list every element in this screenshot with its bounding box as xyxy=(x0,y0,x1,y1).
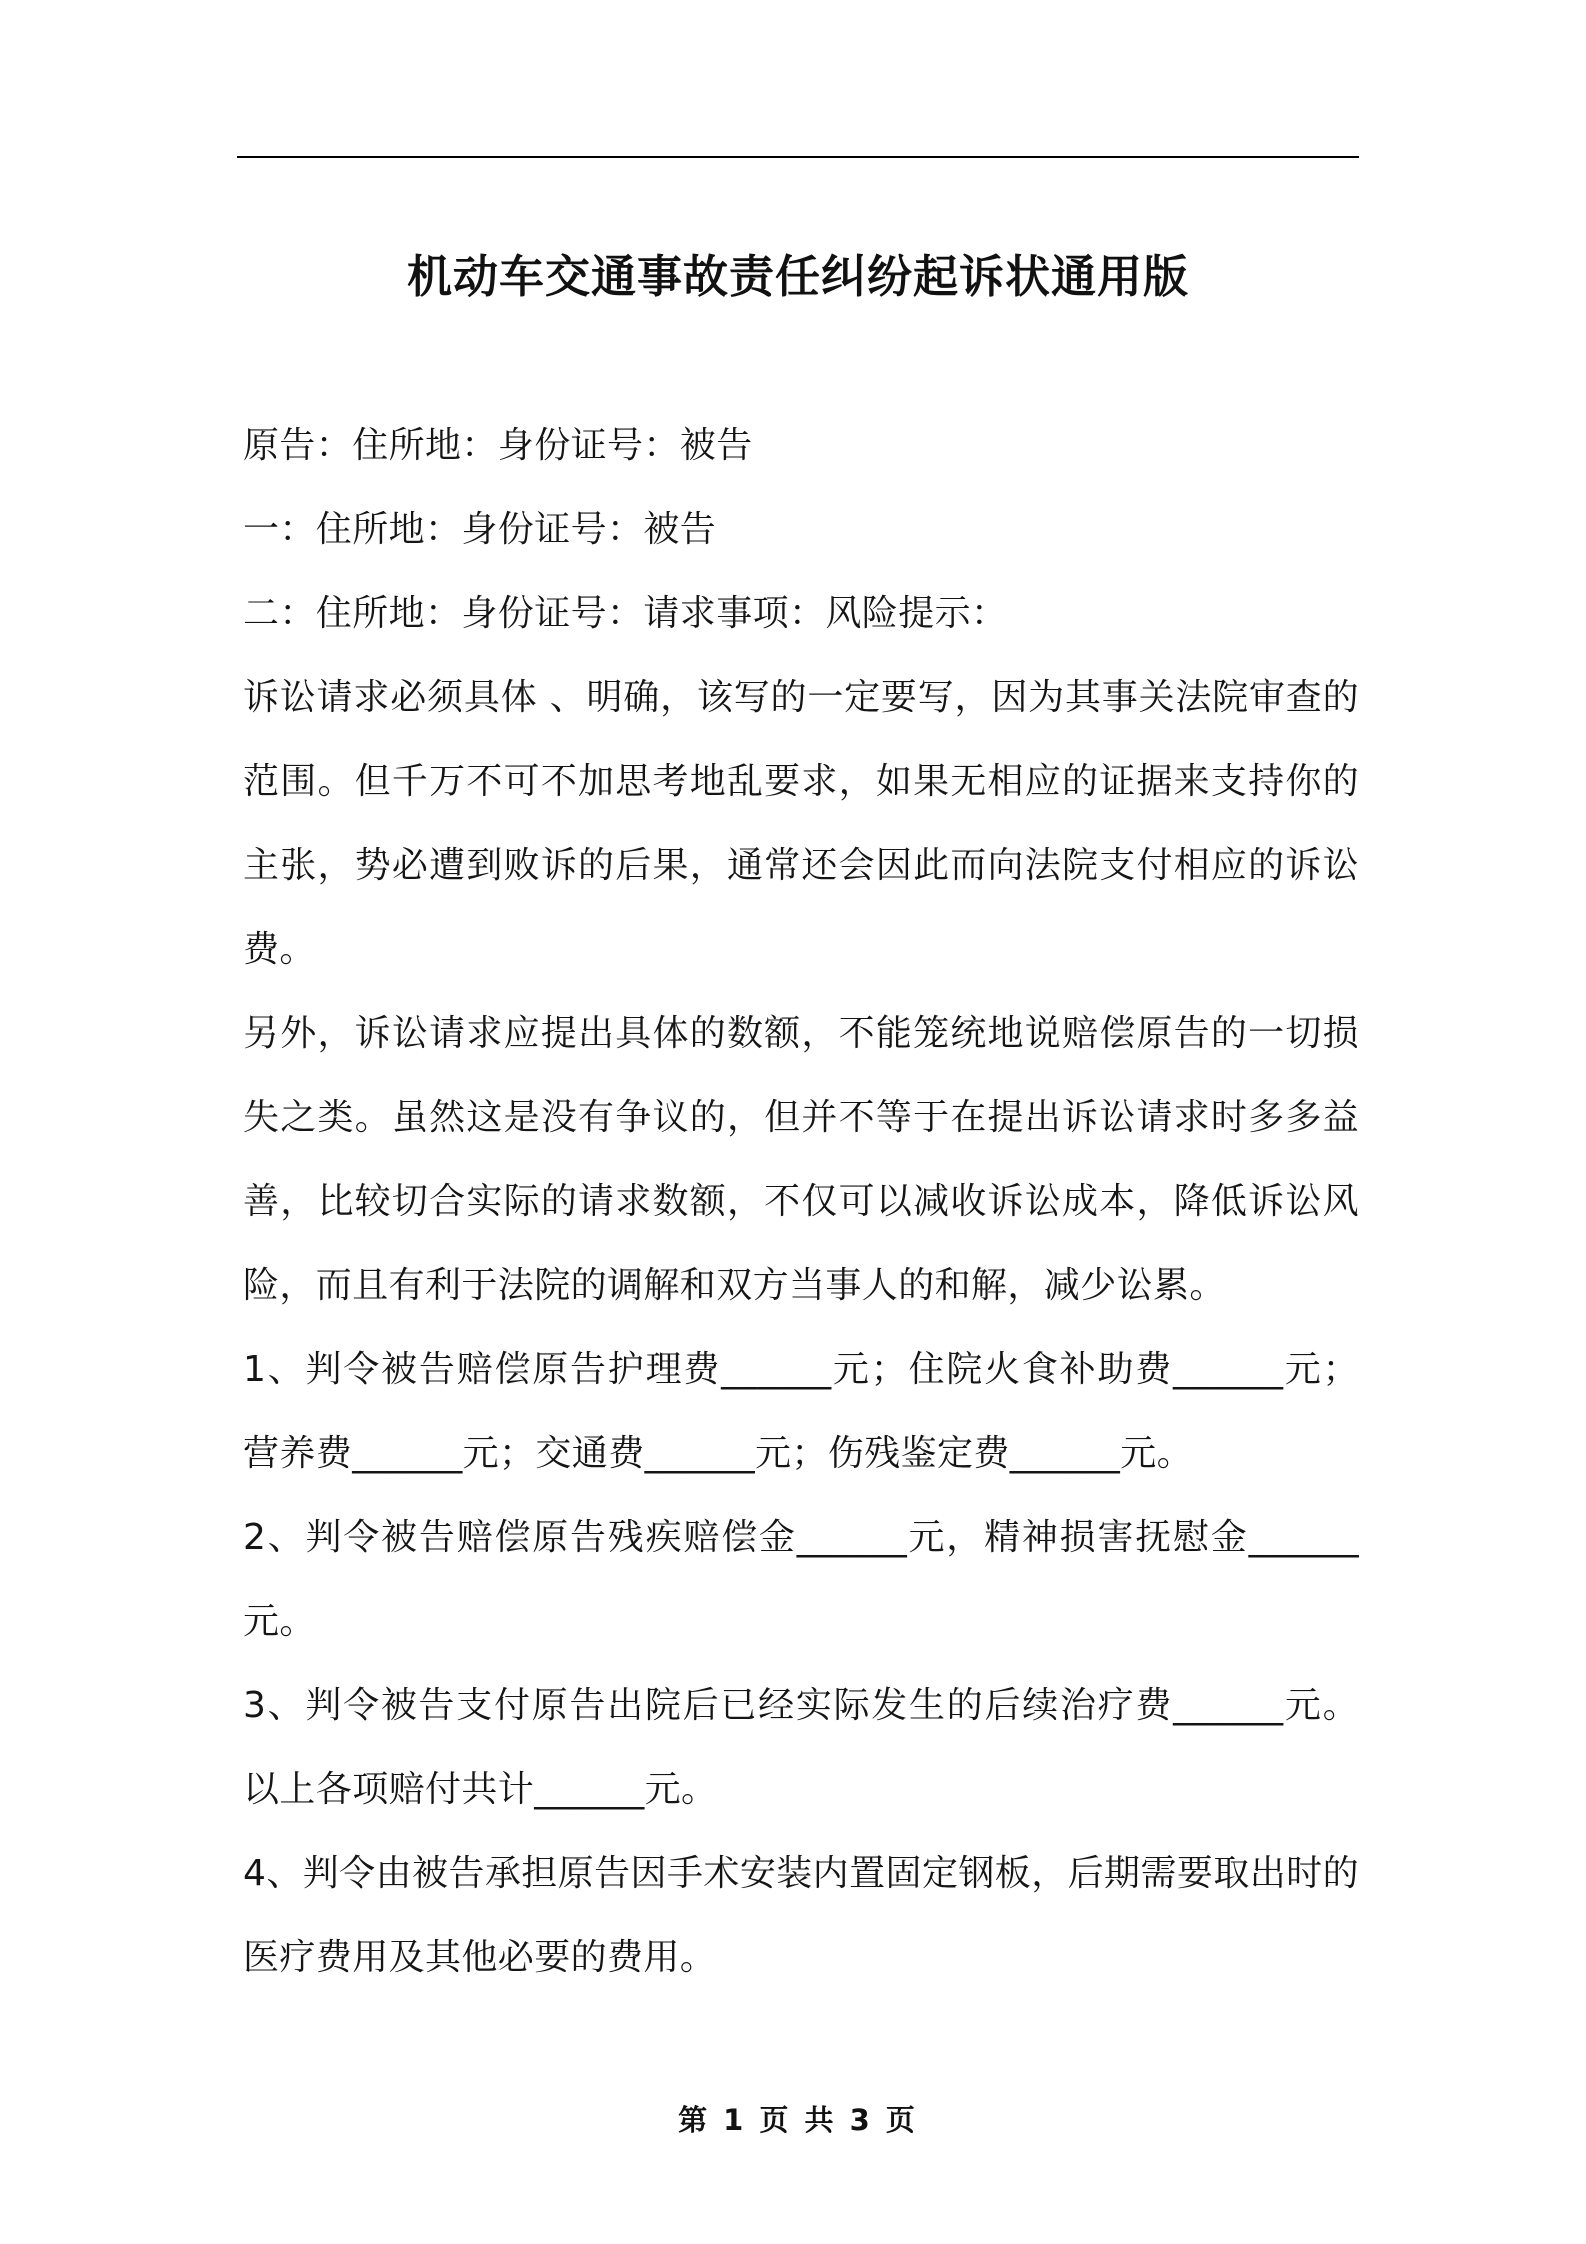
claim-item-3: 3、判令被告支付原告出院后已经实际发生的后续治疗费______元。以上各项赔付共计______元。 xyxy=(243,1685,1359,1810)
claim-item-4: 4、判令由被告承担原告因手术安装内置固定钢板，后期需要取出时的医疗费用及其他必要的费用。 xyxy=(243,1853,1359,1978)
party-defendant-2: 二：住所地：身份证号：请求事项：风险提示： xyxy=(243,593,1008,634)
page-number-footer: 第 1 页 共 3 页 xyxy=(678,2103,918,2137)
document-body xyxy=(243,404,1359,2000)
document-title: 机动车交通事故责任纠纷起诉状通用版 xyxy=(406,250,1189,304)
risk-notice-paragraph-1: 诉讼请求必须具体 、明确，该写的一定要写，因为其事关法院审查的范围。但千万不可不加思考地乱要求，如果无相应的证据来支持你的主张，势必遭到败诉的后果，通常还会因此而向法院支付相应的诉讼费。 xyxy=(243,677,1359,970)
claim-item-1: 1、判令被告赔偿原告护理费______元；住院火食补助费______元；营养费______元；交通费______元；伤残鉴定费______元。 xyxy=(243,1349,1359,1474)
header-rule xyxy=(237,156,1359,158)
party-defendant-1: 一：住所地：身份证号：被告 xyxy=(243,509,717,550)
risk-notice-paragraph-2: 另外，诉讼请求应提出具体的数额，不能笼统地说赔偿原告的一切损失之类。虽然这是没有争议的，但并不等于在提出诉讼请求时多多益善，比较切合实际的请求数额，不仅可以减收诉讼成本，降低诉讼风险，而且有利于法院的调解和双方当事人的和解，减少讼累。 xyxy=(243,1013,1359,1306)
claim-item-2: 2、判令被告赔偿原告残疾赔偿金______元，精神损害抚慰金______元。 xyxy=(243,1517,1359,1642)
party-plaintiff: 原告：住所地：身份证号：被告 xyxy=(243,425,753,466)
